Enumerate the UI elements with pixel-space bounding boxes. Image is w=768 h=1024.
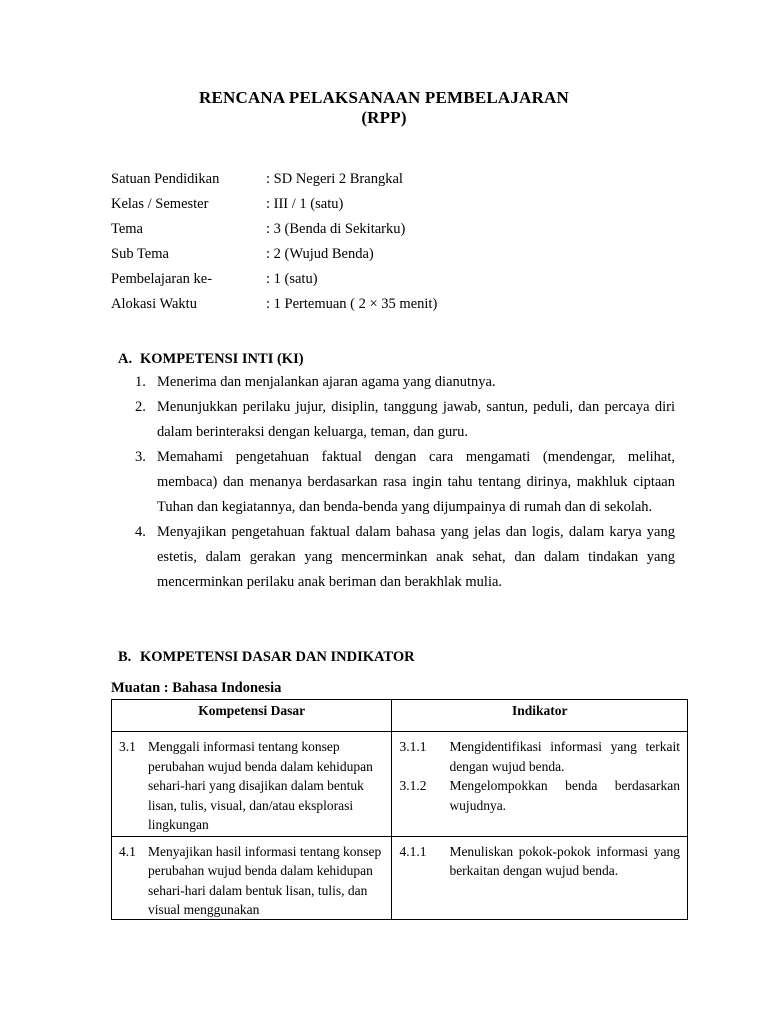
indicator-text: Mengidentifikasi informasi yang terkait dengan wujud benda. <box>449 739 680 774</box>
section-a-heading <box>118 351 304 368</box>
document-subtitle: (RPP) <box>361 108 407 127</box>
section-letter: A. <box>118 351 133 367</box>
kd-code: 3.1 <box>119 739 136 754</box>
kd-code: 4.1 <box>119 843 136 859</box>
list-item <box>135 520 675 595</box>
info-value: : 1 (satu) <box>266 271 318 287</box>
table-row <box>112 732 688 837</box>
indicator-text: Menuliskan pokok-pokok informasi yang berkaitan dengan wujud benda. <box>449 843 680 878</box>
info-row-alokasi-waktu <box>111 296 711 316</box>
indicator-entry <box>399 842 680 881</box>
kd-text: Menggali informasi tentang konsep perubahan wujud benda dalam kehidupan sehari-hari yang disajikan dalam bentuk lisan, tulis, visual, dan/atau eksplorasi lingkungan <box>148 739 373 832</box>
kd-entry <box>119 842 384 918</box>
info-row-pembelajaran-ke <box>111 271 711 291</box>
list-item <box>135 395 675 445</box>
indicator-text: Mengelompokkan benda berdasarkan wujudnya. <box>449 778 680 813</box>
info-value: : SD Negeri 2 Brangkal <box>266 171 403 187</box>
muatan-label: Muatan : Bahasa Indonesia <box>111 680 282 696</box>
info-value: : III / 1 (satu) <box>266 196 344 212</box>
info-value: : 3 (Benda di Sekitarku) <box>266 221 406 237</box>
document-title: RENCANA PELAKSANAAN PEMBELAJARAN <box>198 88 570 107</box>
indicator-code: 3.1.2 <box>399 778 427 793</box>
table-header-row <box>112 700 688 732</box>
info-row-kelas-semester <box>111 196 711 216</box>
info-label: Alokasi Waktu <box>111 296 197 312</box>
indicator-entry <box>399 776 680 815</box>
info-label: Satuan Pendidikan <box>111 171 220 187</box>
list-text: Menunjukkan perilaku jujur, disiplin, tanggung jawab, santun, peduli, dan percaya diri dalam berinteraksi dengan keluarga, teman, dan guru. <box>157 399 675 440</box>
list-number: 4. <box>135 524 146 540</box>
indicator-entry <box>399 737 680 776</box>
column-header-kompetensi-dasar: Kompetensi Dasar <box>112 700 392 732</box>
info-label: Pembelajaran ke- <box>111 271 213 287</box>
list-item <box>135 370 675 395</box>
ki-list <box>135 370 675 595</box>
kd-cell <box>112 732 392 837</box>
list-text: Menerima dan menjalankan ajaran agama yang dianutnya. <box>157 374 496 390</box>
indicator-code: 3.1.1 <box>399 739 427 754</box>
indikator-cell <box>392 836 688 919</box>
indicator-code: 4.1.1 <box>399 843 427 859</box>
kd-indikator-table <box>111 699 688 920</box>
list-number: 1. <box>135 374 146 390</box>
kd-entry <box>119 737 384 835</box>
indikator-cell <box>392 732 688 837</box>
info-label: Kelas / Semester <box>111 196 209 212</box>
info-label: Sub Tema <box>111 246 169 262</box>
info-row-tema <box>111 221 711 241</box>
column-header-indikator: Indikator <box>392 700 688 732</box>
list-text: Memahami pengetahuan faktual dengan cara mengamati (mendengar, melihat, membaca) dan menanya berdasarkan rasa ingin tahu tentang dirinya, makhluk ciptaan Tuhan dan kegiatannya, dan benda-benda yang dijumpainya di rumah dan di sekolah. <box>157 449 675 515</box>
info-value: : 2 (Wujud Benda) <box>266 246 374 262</box>
section-letter: B. <box>118 649 132 665</box>
kd-text: Menyajikan hasil informasi tentang konsep perubahan wujud benda dalam kehidupan sehari-hari dalam bentuk lisan, tulis, dan visual menggunakan <box>148 843 382 917</box>
section-b-heading <box>118 649 415 666</box>
kd-cell <box>112 836 392 919</box>
info-label: Tema <box>111 221 143 237</box>
section-title: KOMPETENSI INTI (KI) <box>140 351 304 367</box>
table-row <box>112 836 688 919</box>
info-value: : 1 Pertemuan ( 2 × 35 menit) <box>266 296 438 312</box>
info-row-sub-tema <box>111 246 711 266</box>
list-number: 2. <box>135 399 146 415</box>
info-row-satuan-pendidikan <box>111 171 711 191</box>
list-text: Menyajikan pengetahuan faktual dalam bahasa yang jelas dan logis, dalam karya yang estetis, dalam gerakan yang mencerminkan anak sehat, dan dalam tindakan yang mencerminkan perilaku anak beriman dan berakhlak mulia. <box>157 524 675 590</box>
list-number: 3. <box>135 449 146 465</box>
section-title: KOMPETENSI DASAR DAN INDIKATOR <box>140 649 415 665</box>
list-item <box>135 445 675 520</box>
